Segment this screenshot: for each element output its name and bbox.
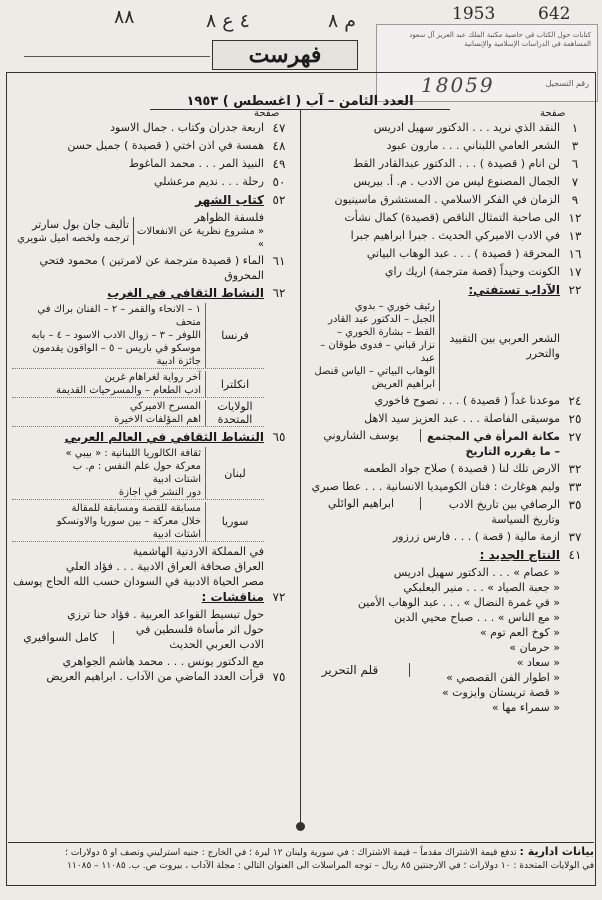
footer-text-1: تدفع قيمة الاشتراك مقدماً – قيمة الاشتراك : في سورية ولبنان ١٢ ليرة ؛ في الخارج : جنيه استرليني ونصف او ٥ دولارات ؛ <box>65 848 517 858</box>
arab-line[interactable]: مصر الحياة الادبية في السودان حسب الله الحاج يوسف <box>13 575 264 588</box>
left-column <box>12 120 294 687</box>
book-box <box>12 210 264 251</box>
page-number: ٧٥ <box>272 670 286 684</box>
entry-text: وليم هوغارث : فنان الكوميديا الانسانية . . . عطا صبري <box>311 480 560 493</box>
stamp-line-2: المساهمة في الدراسات الإسلامية والإنسانية <box>464 40 591 48</box>
activity-item[interactable]: آخر رواية لغراهام غرين <box>104 372 201 383</box>
page-number: ٣٣ <box>568 480 582 494</box>
new-work-item[interactable]: « في غمرة النضال » . . . عبد الوهاب الأمين <box>357 596 560 609</box>
page-number: ٢٢ <box>568 283 582 297</box>
survey-name-line: القط – بشارة الخوري – <box>336 327 435 338</box>
activity-item[interactable]: المسرح الاميركي <box>129 401 201 412</box>
right-column <box>306 120 590 717</box>
activity-item[interactable]: اللوفر – ٣ – زوال الادب الاسود – ٤ – بابه <box>31 330 201 341</box>
debate-topic[interactable]: حول اثر مأساة فلسطين في الادب العربي الحديث <box>135 623 264 651</box>
page-header-left: صفحة <box>254 108 280 119</box>
section-title: النتاج الجديد : <box>479 548 560 562</box>
toc-entry[interactable] <box>306 138 590 154</box>
entry-text: الزمان في الفكر الاسلامي . المستشرق ماسينيون <box>334 193 560 206</box>
survey-topic: الشعر العربي بين التقييد والتحرر <box>449 331 560 360</box>
toc-entry[interactable] <box>306 156 590 172</box>
entry-text: الجمال المصنوع ليس من الادب . م. أ. بيريس <box>353 175 560 188</box>
section-heading-arab[interactable] <box>12 429 294 445</box>
stamp-number: 18059 <box>421 73 495 97</box>
activity-item[interactable]: خلال معركة – بين سوريا والاونسكو <box>56 516 201 527</box>
country-group <box>12 502 264 542</box>
country-name: فرنسا <box>221 329 249 342</box>
survey-name-line: الجبل – الدكتور عبد القادر <box>328 314 435 325</box>
new-work-item[interactable]: « قصة تريستان وايزوت » <box>441 686 560 699</box>
handwritten-note-b: ٤ ع ٨ <box>206 10 250 32</box>
survey-name-line: رئيف خوري – بدوي <box>354 301 435 312</box>
entry-text: ازمة مالية ( قصة ) . . . فارس زرزور <box>392 530 560 543</box>
section-title: كتاب الشهر <box>195 193 264 207</box>
section-title: النشاط الثقافي في العالم العربي <box>64 430 264 444</box>
page-title: فهرست <box>212 40 358 70</box>
page-number: ٢٧ <box>568 430 582 444</box>
section-heading-new-works[interactable] <box>306 547 590 563</box>
toc-entry[interactable] <box>306 246 590 262</box>
country-items <box>12 400 206 426</box>
new-works-list <box>306 565 560 715</box>
activity-item[interactable]: اهم المؤلفات الاخيرة <box>114 414 201 425</box>
entry-text: النقد الذي نريد . . . الدكتور سهيل ادريس <box>373 121 560 134</box>
country-items <box>12 303 206 368</box>
entry-text: لن انام ( قصيدة ) . . . الدكتور عبدالقادر القط <box>352 157 560 170</box>
survey-name-line: ابراهيم العريض <box>371 379 435 390</box>
new-work-item[interactable]: « عصام » . . . الدكتور سهيل ادريس <box>393 566 560 579</box>
book-credits <box>12 217 134 245</box>
arab-activity <box>12 447 264 589</box>
book-subtitle: « مشروع نظرية عن الانفعالات » <box>137 226 264 250</box>
country-name: الولايات المتحدة <box>217 400 253 426</box>
page-number: ٦ <box>571 157 579 171</box>
page-number: ١ <box>571 121 579 135</box>
activity-item[interactable]: مسابقة للقصة ومسابقة للمقالة <box>71 503 201 514</box>
country-items <box>12 371 206 397</box>
divider-dot <box>296 822 305 831</box>
arab-line[interactable]: في المملكة الاردنية الهاشمية <box>132 545 264 558</box>
entry-text: النبيذ المر . . . محمد الماغوط <box>128 157 264 170</box>
toc-entry[interactable] <box>12 174 294 190</box>
footer-line-1 <box>8 845 594 860</box>
issue-line: العدد الثامن – آب ( اغسطس ) ١٩٥٣ <box>150 94 450 110</box>
page-number: ٥٢ <box>272 193 286 207</box>
admin-footer <box>8 842 594 873</box>
entry-text: الشعر العامي اللبناني . . . مارون عبود <box>386 139 560 152</box>
entry-text: في الادب الاميركي الحديث . جبرا ابراهيم جبرا <box>350 229 560 242</box>
stamp-line-1: كتابات حول الكتاب في حاصية مكتبة الملك عبد العزيز آل سعود <box>409 31 591 39</box>
page-number: ٣٧ <box>568 530 582 544</box>
page-header-right: صفحة <box>540 108 566 119</box>
page-number: ٤٨ <box>272 139 286 153</box>
country-group <box>12 447 264 500</box>
west-activity <box>12 303 264 427</box>
handwritten-note-c: م ٨ <box>328 10 357 32</box>
book-translator: ترجمه ولخصه اميل شويري <box>17 232 129 244</box>
entry-text: الى صاحبة التمثال الناقص (قصيدة) كمال نشأت <box>344 211 560 224</box>
entry-list-1 <box>306 120 590 280</box>
entry-text: موسيقى الفاصلة . . . عبد العزيز سيد الاهل <box>364 412 560 425</box>
entry-text: اربعة جدران وكتاب . جمال الاسود <box>110 121 264 134</box>
survey-box <box>306 300 560 391</box>
entry-text: الماء ( قصيدة مترجمة عن لامرتين ) محمود فتحي المحروق <box>39 254 264 282</box>
entry-text: موعدنا غداً ( قصيدة ) . . . نصوح فاخوري <box>374 394 560 407</box>
activity-item[interactable]: اشتات ادبية <box>152 529 201 540</box>
toc-entry[interactable] <box>306 529 590 545</box>
section-title: الآداب تستفتي: <box>468 283 560 297</box>
toc-entry-boxed[interactable] <box>306 497 590 527</box>
new-work-item[interactable]: « كوخ العم توم » <box>479 626 560 639</box>
debate-item[interactable]: حول تبسيط القواعد العربية . فؤاد حنا ترزي <box>67 608 264 621</box>
entry-text: رحلة . . . نديم مرعشلي <box>154 175 264 188</box>
country-group <box>12 371 264 398</box>
page-number: ٤٩ <box>272 157 286 171</box>
new-work-item[interactable]: « اطوار الفن القصصي » <box>446 671 560 684</box>
activity-item[interactable]: موسكو في باريس – ٥ – الواقون يقدمون <box>32 343 201 354</box>
page-number: ٢٥ <box>568 412 582 426</box>
column-divider <box>300 110 301 830</box>
page-number: ٤٧ <box>272 121 286 135</box>
country-items <box>12 502 206 541</box>
debate-author: كامل السوافيري <box>12 631 114 644</box>
page-number: ٢٤ <box>568 394 582 408</box>
activity-item[interactable]: معركة حول علم النفس : م. ب <box>72 461 201 472</box>
title-rule <box>24 56 210 57</box>
section-heading-book[interactable] <box>12 192 294 208</box>
toc-entry[interactable] <box>306 411 590 427</box>
handwritten-note-e: 642 <box>538 4 571 24</box>
survey-name-line: الوهاب البياتي – الياس قنصل <box>314 366 435 377</box>
toc-entry[interactable] <box>12 138 294 154</box>
country-name: انكلترا <box>220 377 250 391</box>
toc-entry[interactable] <box>306 174 590 190</box>
page-number: ٣ <box>571 139 579 153</box>
page-number: ٣٢ <box>568 462 582 476</box>
page-number: ٣٥ <box>568 498 582 512</box>
debates-list <box>12 607 264 669</box>
activity-item[interactable]: جائزة ادبية <box>156 356 201 367</box>
country-items <box>12 447 206 499</box>
debate-box <box>12 622 264 652</box>
toc-entry[interactable] <box>306 264 590 280</box>
activity-item[interactable]: ثقافة الكالوريا اللبنانية : « بيبي » <box>65 448 201 459</box>
toc-entry[interactable] <box>306 210 590 226</box>
page-number: ١٣ <box>568 229 582 243</box>
new-work-item[interactable]: « سعاد » <box>516 656 560 669</box>
editorial-credit: قلم التحرير <box>295 663 410 677</box>
section-heading-debates[interactable] <box>12 589 294 605</box>
toc-entry[interactable] <box>306 393 590 409</box>
survey-names <box>306 300 440 391</box>
entry-author: يوسف الشاروني <box>306 429 421 442</box>
book-title: فلسفة الظواهر <box>194 211 264 224</box>
country-group <box>12 303 264 369</box>
new-work-item[interactable]: « حرمان » <box>509 641 560 654</box>
section-heading-survey[interactable] <box>306 282 590 298</box>
toc-entry[interactable] <box>306 192 590 208</box>
new-work-item[interactable]: « سمراء مها » <box>491 701 560 714</box>
page-number: ١٢ <box>568 211 582 225</box>
toc-entry[interactable] <box>306 461 590 477</box>
entry-text: الكونت وحيداً (قصة مترجمة) اريك راي <box>384 265 560 278</box>
new-work-item[interactable]: « جعبة الصياد » . . . منير البعلبكي <box>403 581 560 594</box>
page-number: ١٦ <box>568 247 582 261</box>
toc-entry[interactable] <box>12 156 294 172</box>
entry-text: مكانة المرأة في المجتمع – ما يقرره التاريخ <box>427 430 560 458</box>
section-title: مناقشات : <box>201 590 264 604</box>
country-group <box>12 400 264 427</box>
new-work-item[interactable]: « مع الناس » . . . صباح محيي الدين <box>394 611 560 624</box>
page-number: ٦٢ <box>272 286 286 300</box>
survey-name-line: نزار قباني – فدوى طوقان – عبد <box>320 340 435 364</box>
section-title: النشاط الثقافي في الغرب <box>107 286 264 300</box>
arab-line[interactable]: العراق صحافة العراق الادبية . . . فؤاد العلي <box>65 560 264 573</box>
country-name: لبنان <box>224 466 246 480</box>
new-works-box <box>306 625 560 715</box>
country-name: سوريا <box>221 515 249 528</box>
toc-entry[interactable] <box>12 669 294 685</box>
activity-item[interactable]: ادب الطعام – والمسرحيات القديمة <box>55 385 201 396</box>
toc-entry[interactable] <box>306 479 590 495</box>
page-number: ١٧ <box>568 265 582 279</box>
activity-item[interactable]: اشتات ادبية <box>152 474 201 485</box>
entry-text: همسة في اذن اختي ( قصيدة ) جميل حسن <box>67 139 264 152</box>
stamp-label: رقم التسجيل <box>545 79 589 88</box>
page-number: ٦٥ <box>272 430 286 444</box>
activity-item[interactable]: دور النشر في اجازة <box>118 487 201 498</box>
handwritten-note-a: ٨٨ <box>114 6 135 28</box>
footer-line-2: في الولايات المتحدة : ١٠ دولارات ؛ في الارجنتين ٨٥ ريال – توجه المراسلات الى العنوان التالي : مجلة الآداب ، بيروت ص. ب. ١١٠٨٥ – ١١٠٨٥ <box>67 861 594 871</box>
page-number: ٤١ <box>568 548 582 562</box>
toc-entry[interactable] <box>12 120 294 136</box>
page-number: ٦١ <box>272 254 286 268</box>
toc-entry[interactable] <box>306 228 590 244</box>
page-number: ٥٠ <box>272 175 286 189</box>
page-number: ٩ <box>571 193 579 207</box>
entry-author: ابراهيم الوائلي <box>306 497 421 510</box>
toc-entry[interactable] <box>12 253 294 283</box>
page-number: ٧٢ <box>272 590 286 604</box>
book-author: تأليف جان بول سارتر <box>32 217 129 231</box>
entry-text: قرأت العدد الماضي من الآداب . ابراهيم العريض <box>46 670 264 683</box>
footer-heading: بيانات ادارية : <box>519 845 594 858</box>
section-heading-west[interactable] <box>12 285 294 301</box>
activity-item[interactable]: ١ – الانحاء والقمر – ٢ – الفنان براك في متحف <box>37 304 201 328</box>
toc-entry-boxed[interactable] <box>306 429 590 459</box>
debate-item[interactable]: مع الدكتور يونس . . . محمد هاشم الجواهري <box>62 655 264 668</box>
entry-text: الارض تلك لنا ( قصيدة ) صلاح جواد الطعمه <box>363 462 560 475</box>
entry-text: الرصافي بين تاريخ الادب وتاريخ السياسة <box>448 498 560 526</box>
page-number: ٧ <box>571 175 579 189</box>
handwritten-note-d: 1953 <box>452 4 496 24</box>
entry-text: المحرقة ( قصيدة ) . . . عبد الوهاب البياتي <box>366 247 560 260</box>
toc-entry[interactable] <box>306 120 590 136</box>
